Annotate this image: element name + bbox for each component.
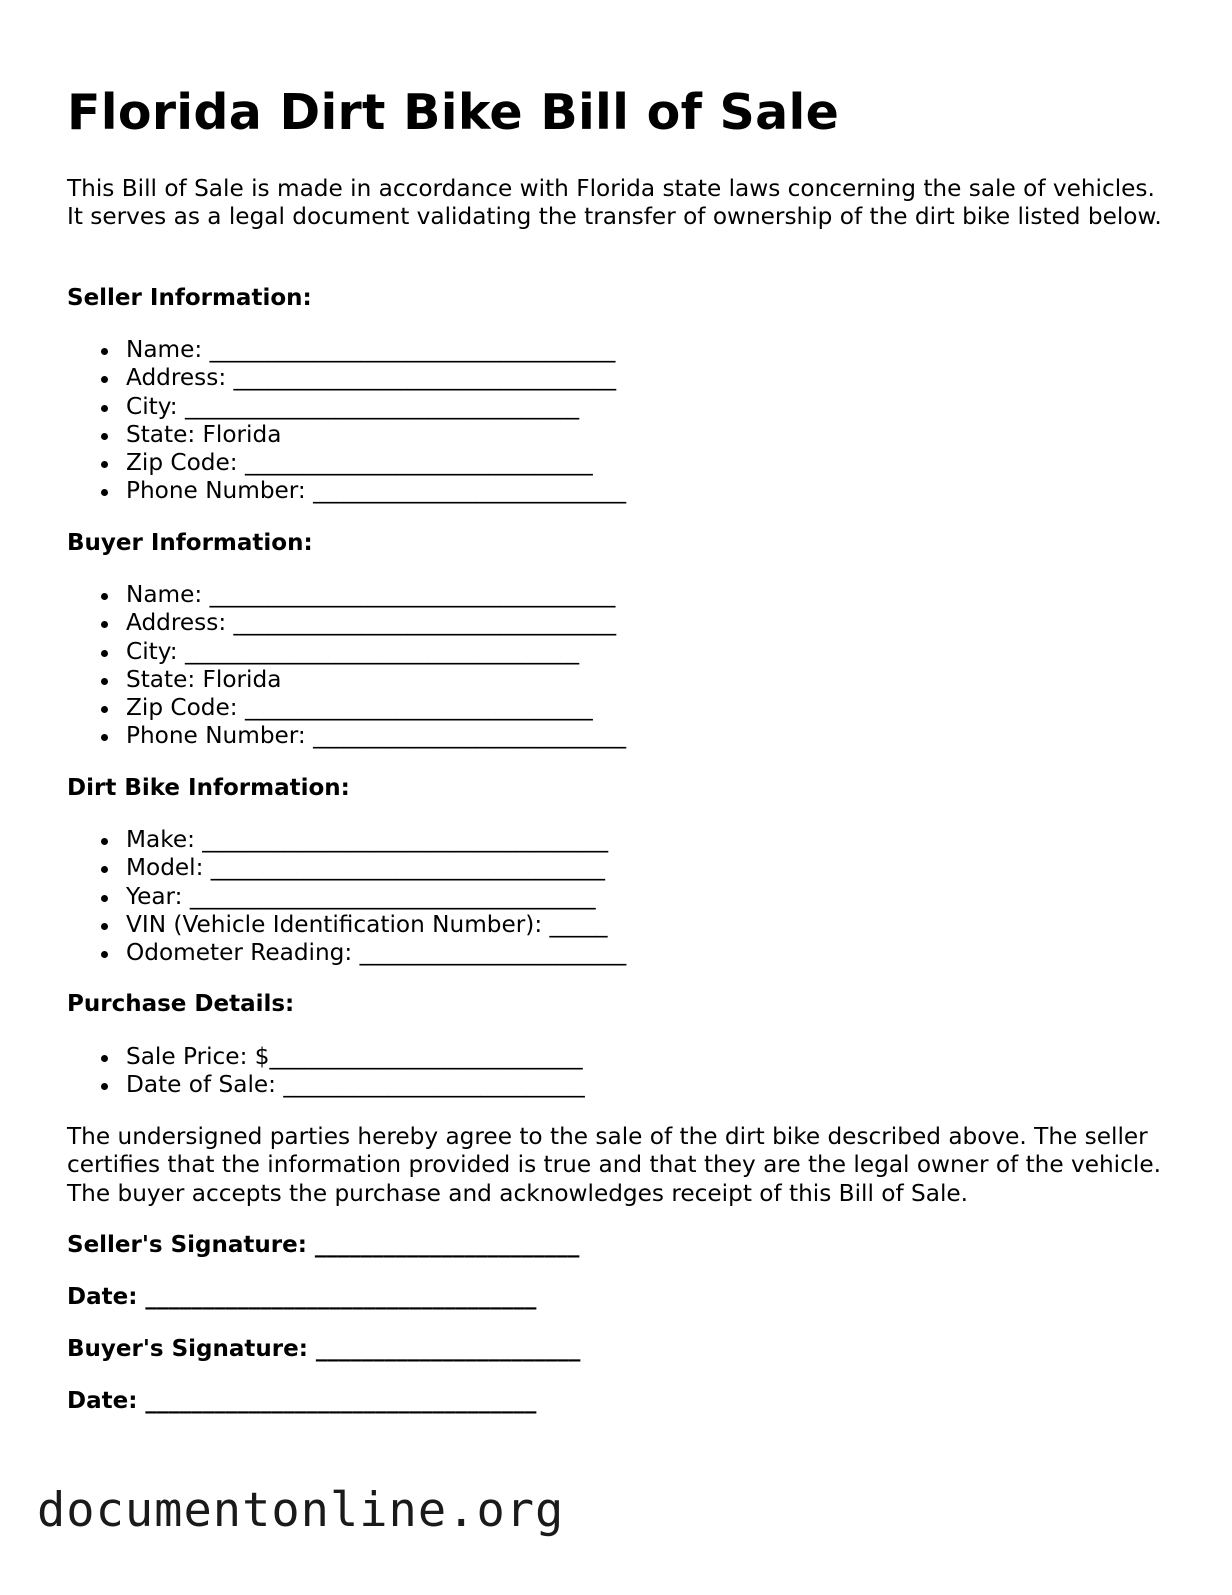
buyer-info-list (67, 581, 626, 751)
bullet-icon (101, 734, 108, 741)
bullet-icon (101, 1055, 108, 1062)
list-item-text: Make: ___________________________________ (126, 826, 609, 853)
purchase-section-heading: Purchase Details: (67, 991, 295, 1017)
list-item-text: Date of Sale: __________________________ (126, 1071, 585, 1099)
list-item-text: Sale Price: $___________________________ (126, 1043, 583, 1070)
list-item-text: Zip Code: ______________________________ (126, 694, 593, 722)
bike-vin-item (67, 911, 626, 939)
list-item-text: City: __________________________________ (126, 637, 580, 665)
bike-model-item (67, 854, 626, 882)
bullet-icon (101, 461, 108, 468)
agreement-paragraph: The undersigned parties hereby agree to the sale of the dirt bike described above. The seller certifies that the information provided is true and that they are the legal owner of the vehicle. The buyer accepts the purchase and acknowledges receipt of this Bill of Sale. (67, 1123, 1161, 1207)
seller-date-line: Date: __________________________________ (67, 1284, 537, 1310)
buyer-address-item (67, 609, 626, 637)
bullet-icon (101, 951, 108, 958)
list-item-text: VIN (Vehicle Identification Number): _____ (126, 910, 608, 938)
bullet-icon (101, 376, 108, 383)
list-item-text: Year: ___________________________________ (126, 882, 596, 910)
buyer-state-item (67, 666, 626, 694)
bike-section-heading: Dirt Bike Information: (67, 775, 350, 801)
buyer-name-item (67, 581, 626, 609)
seller-phone-item (67, 477, 626, 505)
bullet-icon (101, 838, 108, 845)
bullet-icon (101, 348, 108, 355)
bullet-icon (101, 433, 108, 440)
bullet-icon (101, 593, 108, 600)
bullet-icon (101, 866, 108, 873)
seller-address-item (67, 364, 626, 392)
buyer-zip-item (67, 694, 626, 722)
bike-info-list (67, 826, 626, 967)
buyer-signature-line: Buyer's Signature: _______________________ (67, 1336, 581, 1362)
bullet-icon (101, 678, 108, 685)
seller-zip-item (67, 449, 626, 477)
bike-odometer-item (67, 939, 626, 967)
list-item-text: Name: ___________________________________ (126, 336, 616, 363)
page-title: Florida Dirt Bike Bill of Sale (67, 84, 840, 141)
list-item-text: Phone Number: ___________________________ (126, 722, 627, 750)
buyer-city-item (67, 638, 626, 666)
bullet-icon (101, 923, 108, 930)
seller-city-item (67, 393, 626, 421)
buyer-section-heading: Buyer Information: (67, 530, 313, 556)
bullet-icon (101, 621, 108, 628)
list-item-text: Model: __________________________________ (126, 854, 605, 882)
list-item-text: Phone Number: ___________________________ (126, 477, 627, 505)
watermark: documentonline.org (37, 1483, 565, 1538)
buyer-date-line: Date: __________________________________ (67, 1388, 537, 1414)
seller-name-item (67, 336, 626, 364)
list-item-text: State: Florida (126, 420, 282, 448)
sale-price-item (67, 1043, 585, 1071)
list-item-text: City: __________________________________ (126, 392, 580, 420)
bullet-icon (101, 489, 108, 496)
intro-paragraph: This Bill of Sale is made in accordance with Florida state laws concerning the sale of vehicles. It serves as a legal document validating the transfer of ownership of the dirt bike listed below. (67, 175, 1162, 231)
seller-section-heading: Seller Information: (67, 285, 312, 311)
list-item-text: Odometer Reading: _______________________ (126, 939, 627, 967)
seller-info-list (67, 336, 626, 506)
bullet-icon (101, 895, 108, 902)
list-item-text: Zip Code: ______________________________ (126, 449, 593, 477)
seller-state-item (67, 421, 626, 449)
bullet-icon (101, 405, 108, 412)
list-item-text: Name: ___________________________________ (126, 581, 616, 608)
seller-signature-line: Seller's Signature: _______________________ (67, 1232, 580, 1258)
bullet-icon (101, 706, 108, 713)
list-item-text: Address: _________________________________ (126, 609, 617, 637)
bike-make-item (67, 826, 626, 854)
purchase-details-list (67, 1043, 585, 1100)
bullet-icon (101, 1083, 108, 1090)
list-item-text: State: Florida (126, 665, 282, 693)
sale-date-item (67, 1071, 585, 1099)
bike-year-item (67, 883, 626, 911)
list-item-text: Address: _________________________________ (126, 364, 617, 392)
buyer-phone-item (67, 722, 626, 750)
bullet-icon (101, 650, 108, 657)
